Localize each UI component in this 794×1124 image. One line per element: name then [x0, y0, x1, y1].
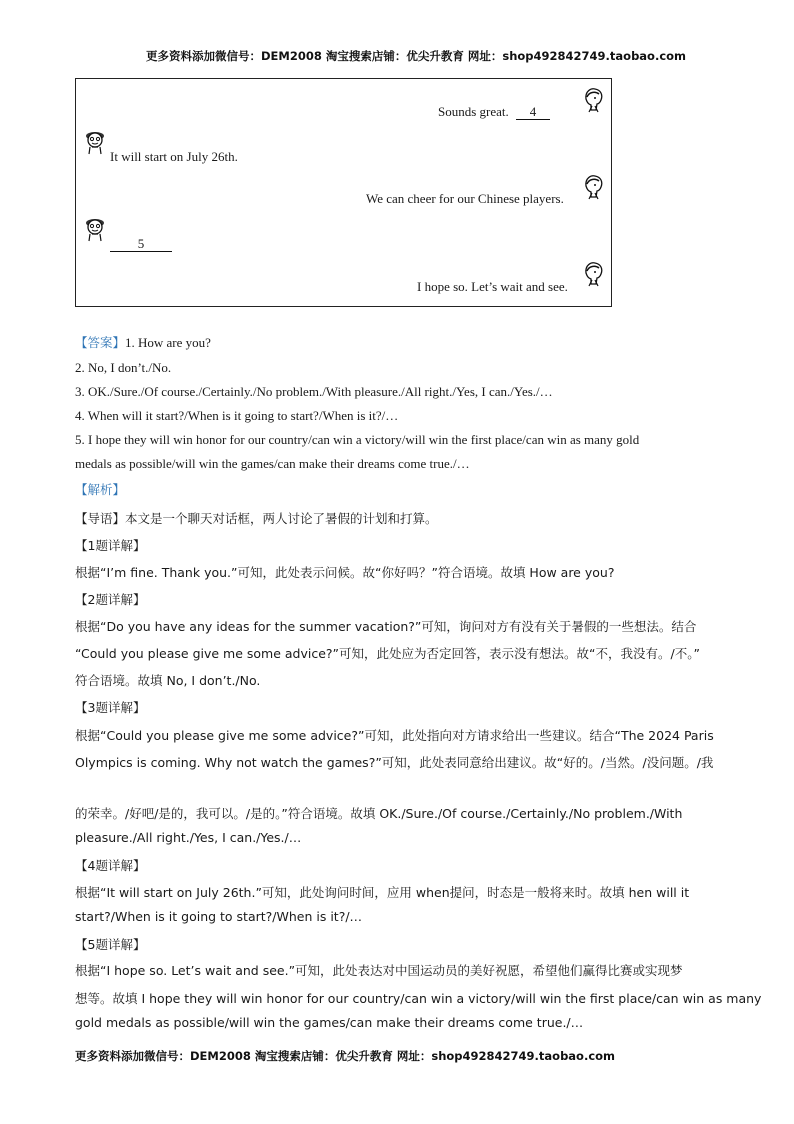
q2-title: 【2题详解】 — [75, 592, 146, 607]
chat-dialog-box — [75, 78, 612, 307]
q5-line-1: 根据“I hope so. Let’s wait and see.”可知，此处表达对中国运动员的美好祝愿，希望他们赢得比赛或实现梦 — [75, 963, 683, 978]
answer-label: 【答案】 — [75, 335, 126, 350]
q4-line-1: 根据“It will start on July 26th.”可知，此处询问时间，应用 when提问，时态是一般将来时。故填 hen will it — [75, 885, 690, 900]
blank-4: 4 — [516, 105, 550, 120]
q3-title: 【3题详解】 — [75, 700, 146, 715]
answer-3: 3. OK./Sure./Of course./Certainly./No problem./With pleasure./All right./Yes, I can./Yes./… — [75, 384, 553, 399]
analysis-intro: 【导语】本文是一个聊天对话框，两人讨论了暑假的计划和打算。 — [75, 511, 438, 526]
q3-line-1: 根据“Could you please give me some advice?”可知，此处指向对方请求给出一些建议。结合“The 2024 Paris — [75, 728, 714, 743]
blank-5: 5 — [110, 237, 172, 252]
q5-line-3: gold medals as possible/will win the games/can make their dreams come true./… — [75, 1015, 584, 1030]
q1-text: 根据“I’m fine. Thank you.”可知，此处表示问候。故“你好吗？”符合语境。故填 How are you? — [75, 565, 615, 580]
dialog-line-1-text: Sounds great. — [438, 104, 509, 119]
q4-line-2: start?/When is it going to start?/When is it?/… — [75, 909, 363, 924]
dialog-line-5: I hope so. Let’s wait and see. — [417, 279, 568, 294]
q1-title: 【1题详解】 — [75, 538, 146, 553]
boy-avatar-icon — [84, 216, 106, 242]
girl-avatar-icon — [582, 174, 604, 200]
answer-4: 4. When will it start?/When is it going to start?/When is it?/… — [75, 408, 399, 423]
q3-line-2: Olympics is coming. Why not watch the games?”可知，此处表同意给出建议。故“好的。/当然。/没问题。/我 — [75, 755, 714, 770]
analysis-label: 【解析】 — [75, 482, 126, 497]
q3-line-3: 的荣幸。/好吧/是的，我可以。/是的。”符合语境。故填 OK./Sure./Of course./Certainly./No problem./With — [75, 806, 683, 821]
q2-line-3: 符合语境。故填 No, I don’t./No. — [75, 673, 261, 688]
q5-line-2: 想等。故填 I hope they will win honor for our country/can win a victory/will win the first place/can win as many — [75, 991, 762, 1006]
dialog-line-4 — [110, 236, 172, 252]
page-footer: 更多资料添加微信号：DEM2008 淘宝搜索店铺：优尖升教育 网址：shop492842749.taobao.com — [75, 1049, 616, 1063]
q2-line-2: “Could you please give me some advice?”可知，此处应为否定回答，表示没有想法。故“不，我没有。/不。” — [75, 646, 700, 661]
dialog-line-1 — [438, 104, 550, 120]
q5-title: 【5题详解】 — [75, 937, 146, 952]
answer-1: 1. How are you? — [125, 335, 211, 350]
answer-5-line-1: 5. I hope they will win honor for our country/can win a victory/will win the first place/can win as many gold — [75, 432, 640, 447]
answer-2: 2. No, I don’t./No. — [75, 360, 172, 375]
answer-5-line-2: medals as possible/will win the games/can make their dreams come true./… — [75, 456, 470, 471]
boy-avatar-icon — [84, 129, 106, 155]
q2-line-1: 根据“Do you have any ideas for the summer vacation?”可知，询问对方有没有关于暑假的一些想法。结合 — [75, 619, 697, 634]
girl-avatar-icon — [582, 261, 604, 287]
dialog-line-2: It will start on July 26th. — [110, 149, 238, 164]
q3-line-4: pleasure./All right./Yes, I can./Yes./… — [75, 830, 302, 845]
page-header: 更多资料添加微信号：DEM2008 淘宝搜索店铺：优尖升教育 网址：shop492842749.taobao.com — [146, 49, 687, 63]
q4-title: 【4题详解】 — [75, 858, 146, 873]
dialog-line-3: We can cheer for our Chinese players. — [366, 191, 564, 206]
girl-avatar-icon — [582, 87, 604, 113]
answer-line-1 — [75, 333, 720, 351]
